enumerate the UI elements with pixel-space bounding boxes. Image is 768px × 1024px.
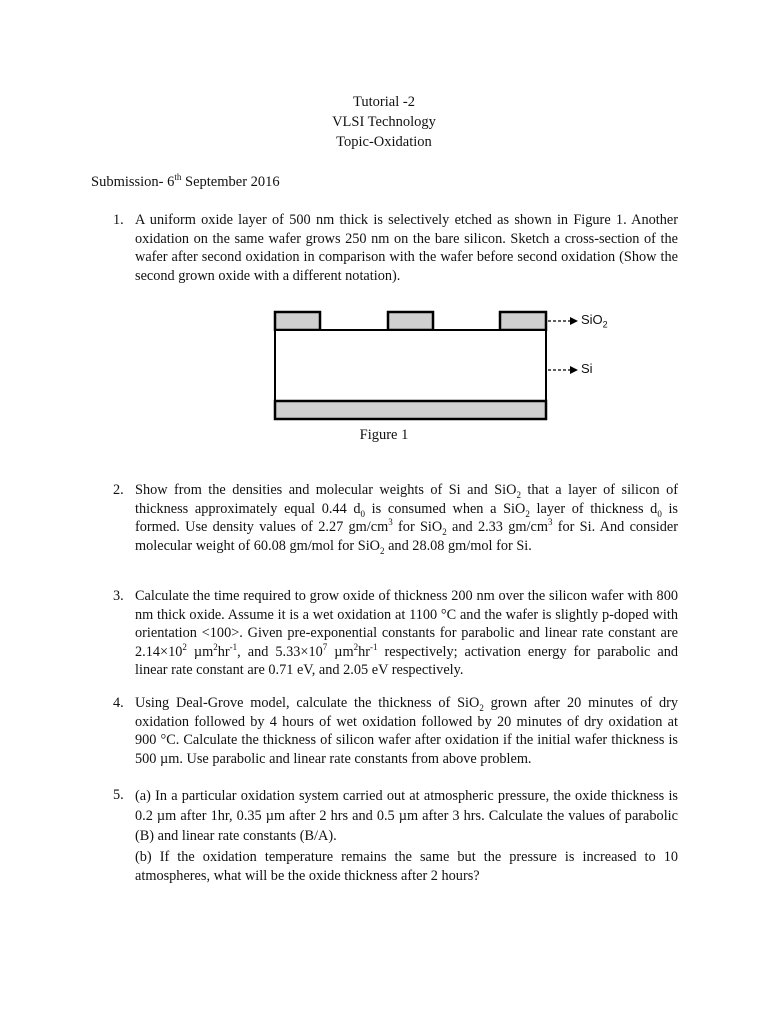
question-number: 1.: [113, 212, 124, 228]
question-text: Using Deal-Grove model, calculate the thickness of SiO$_2$ grown after 20 minutes of dry oxidation followed by 4 hours of wet oxidation followed by 20 minutes of dry oxidation at 900 °C. Calculate the thickness of silicon wafer after oxidation if the initial wafer thickness is 500 µm. Use parabolic and linear rate constants from above problem.: [135, 695, 679, 767]
tutorial-title: Tutorial -2: [353, 94, 415, 110]
question-1: [113, 211, 678, 285]
oxide-pad-middle: [388, 312, 433, 330]
question-text: A uniform oxide layer of 500 nm thick is selectively etched as shown in Figure 1. Another oxidation on the same wafer grows 250 nm on the bare silicon. Sketch a cross-section of the wafer after second oxidation in comparison with the wafer before second oxidation (Show the second grown oxide with a different notation).: [135, 212, 678, 284]
oxide-pad-left: [275, 312, 320, 330]
question-5a-text: (a) In a particular oxidation system carried out at atmospheric pressure, the oxide thickness is 0.2 µm after 1hr, 0.35 µm after 2 hrs and 0.5 µm after 3 hrs. Calculate the values of parabolic (B) and linear rate constants (B/A).: [135, 788, 678, 844]
question-4: [113, 694, 678, 768]
oxide-pad-right: [500, 312, 546, 330]
sio2-label: SiO$_2$: [581, 312, 608, 330]
si-arrowhead: [570, 366, 578, 374]
question-text: Calculate the time required to grow oxide of thickness 200 nm over the silicon wafer with 800 nm thick oxide. Assume it is a wet oxidation at 1100 °C and the wafer is slightly p-doped with orientation <100>. Given pre-exponential constants for parabolic and linear rate constant are $2.14\times 10^2$ $\mu m^2hr^{-1}$, and $5.33\times 10^7$ $\mu m^2hr^{-1}$ respectively; activation energy for parabolic and linear rate constant are 0.71 eV, and 2.05 eV respectively.: [135, 588, 679, 678]
silicon-substrate: [275, 330, 546, 402]
question-number: 2.: [113, 482, 124, 498]
question-5b-text: (b) If the oxidation temperature remains the same but the pressure is increased to 10 atmospheres, what will be the oxide thickness after 2 hours?: [135, 849, 678, 884]
question-number: 4.: [113, 695, 124, 711]
question-text: Show from the densities and molecular weights of Si and SiO$_2$ that a layer of silicon of thickness approximately equal 0.44 $d_0$ is consumed when a SiO$_2$ layer of thickness $d_0$ is formed. Use density values of 2.27 $gm/cm^3$ for SiO$_2$ and 2.33 $gm/cm^3$ for Si. And consider molecular weight of 60.08 gm/mol for SiO$_2$ and 28.08 gm/mol for Si.: [135, 482, 679, 556]
sio2-arrowhead: [570, 317, 578, 325]
submission-line: Submission- 6th September 2016: [91, 172, 280, 190]
question-3: [113, 587, 678, 680]
si-label: Si: [581, 361, 593, 376]
question-number: 5.: [113, 787, 124, 803]
question-5: [113, 786, 678, 885]
bottom-oxide-layer: [275, 401, 546, 419]
topic-title: Topic-Oxidation: [336, 134, 432, 150]
question-number: 3.: [113, 588, 124, 604]
figure-caption: Figure 1: [359, 427, 409, 443]
figure-1-diagram: [270, 308, 630, 429]
course-title: VLSI Technology: [332, 114, 436, 130]
question-2: [113, 481, 678, 555]
